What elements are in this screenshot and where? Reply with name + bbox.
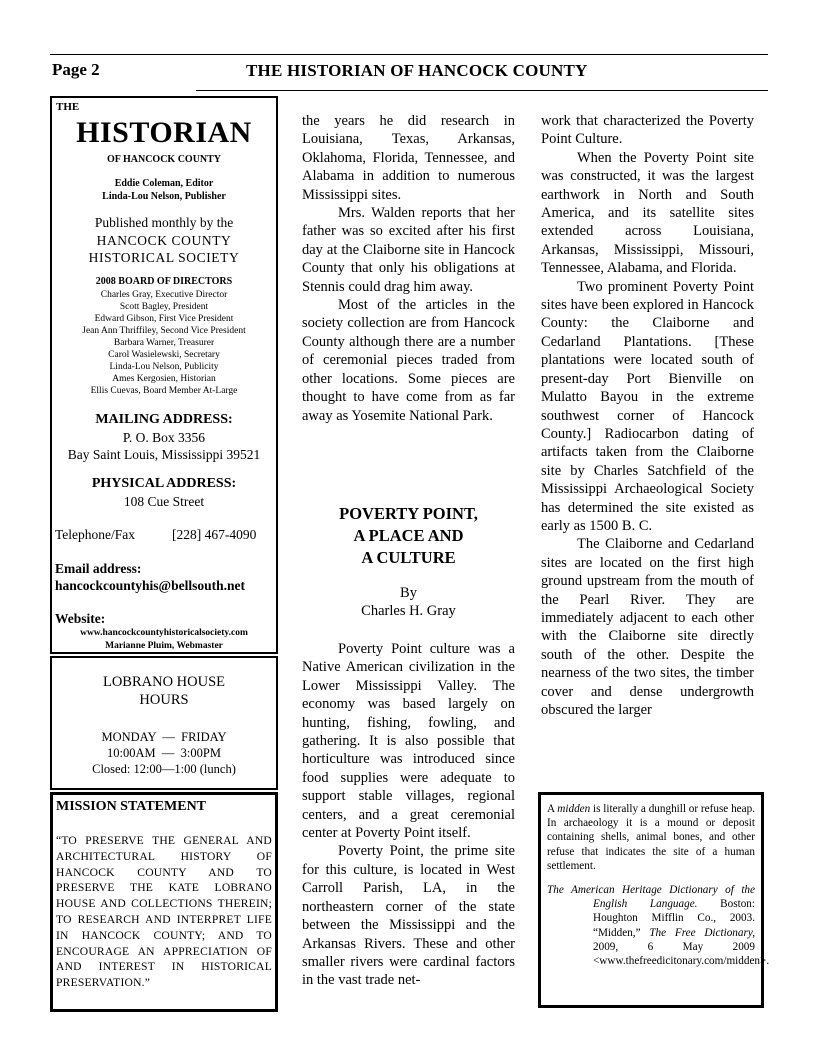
masthead-county: OF HANCOCK COUNTY <box>106 154 222 165</box>
midden-definition: A midden is literally a dunghill or refuse heap. In archaeology it is a mound or deposit containing shells, animal bones, and other refuse that indicates the site of a human settlement. <box>547 803 755 872</box>
paragraph: the years he did research in Louisiana, Texas, Arkansas, Oklahoma, Florida, Tennessee, and Alabama in addition to numerous Mississippi sites. <box>302 113 515 203</box>
board-member: Edward Gibson, First Vice President <box>94 314 234 324</box>
hours-title-2: HOURS <box>139 692 189 708</box>
society-name-2: HISTORICAL SOCIETY <box>88 250 240 265</box>
board-member: Charles Gray, Executive Director <box>100 290 228 300</box>
paragraph: Poverty Point, the prime site for this culture, is located in West Carroll Parish, LA, in the northeastern corner of the state between the Mississippi and the Arkansas Rivers. These and other smaller rivers were cardinal factors in the vast trade net- <box>302 843 515 989</box>
hours-title-1: LOBRANO HOUSE <box>102 674 226 690</box>
mission-statement-box <box>50 792 278 1012</box>
column-2-article-body <box>541 112 754 719</box>
midden-term: midden <box>557 803 591 815</box>
hours-box <box>50 656 278 790</box>
board-list <box>52 289 276 397</box>
board-member: Ames Kergosien, Historian <box>112 374 216 384</box>
article-title-line: POVERTY POINT, <box>339 504 478 523</box>
midden-source: The American Heritage Dictionary of the English Language. Boston: Houghton Mifflin Co., 2003. “Midden,” The Free Dictionary, 2009, 6 May 2009 <www.thefreedicitonary.com/midden>. <box>547 884 770 968</box>
newsletter-header-title: THE HISTORIAN OF HANCOCK COUNTY <box>246 61 588 80</box>
paragraph: Mrs. Walden reports that her father was so excited after his first day at the Claiborne site in Hancock County that only his obligations at Stennis could drag him away. <box>302 205 515 295</box>
column-1-article-body <box>302 640 515 990</box>
phone-label: Telephone/Fax <box>55 527 136 542</box>
phone-number: [228] 467-4090 <box>172 527 257 542</box>
board-member: Jean Ann Thriffiley, Second Vice President <box>82 326 246 336</box>
website-heading: Website: <box>55 611 106 626</box>
paragraph: Two prominent Poverty Point sites have been explored in Hancock County: the Claiborne and Cedarland Plantations. [These plantations were located south of present-day Port Bienville on Mulatto Bayou in the extreme southwest corner of Hancock County.] Radiocarbon dating of artifacts taken from the Claiborne site by Charles Satchfield of the Mississippi Archaeological Society has determined the site existed as early as 1500 B. C. <box>541 278 754 534</box>
mission-heading: MISSION STATEMENT <box>56 799 207 814</box>
masthead-title: HISTORIAN <box>76 116 252 149</box>
mission-text: “TO PRESERVE THE GENERAL AND ARCHITECTURAL HISTORY OF HANCOCK COUNTY AND TO PRESERVE THE KATE LOBRANO HOUSE AND COLLECTIONS THEREIN; TO RESEARCH AND INTERPRET LIFE IN HANCOCK COUNTY; AND TO ENCOURAGE AN APPRECIATION OF AND INTEREST IN HISTORICAL PRESERVATION.” <box>56 834 272 990</box>
hours-days: MONDAY — FRIDAY <box>101 730 227 744</box>
paragraph: The Claiborne and Cedarland sites are located on the first high ground upstream from the mouth of the Pearl River. They are immediately adjacent to each other with the Claiborne site directly south of the other. Despite the nearness of the two sites, the timber cover and dense undergrowth obscured the larger <box>541 536 754 718</box>
byline-by: By <box>400 585 417 601</box>
masthead-editor: Eddie Coleman, Editor <box>114 178 214 189</box>
email-address[interactable]: hancockcountyhis@bellsouth.net <box>55 578 245 593</box>
mailing-heading: MAILING ADDRESS: <box>95 412 233 427</box>
published-by: Published monthly by the <box>94 215 234 230</box>
paragraph: When the Poverty Point site was constructed, it was the largest earthwork in North and South America, and its satellite sites extended across Louisiana, Arkansas, Mississippi, Missouri, Tennessee, Alabama, and Florida. <box>541 149 754 277</box>
board-member: Ellis Cuevas, Board Member At-Large <box>90 386 238 396</box>
hours-closed: Closed: 12:00—1:00 (lunch) <box>92 762 236 776</box>
board-member: Linda-Lou Nelson, Publicity <box>109 362 219 372</box>
paragraph: work that characterized the Poverty Point Culture. <box>541 113 754 148</box>
mailing-line-2: Bay Saint Louis, Mississippi 39521 <box>67 447 261 462</box>
column-1-continued <box>302 112 515 425</box>
paragraph: Poverty Point culture was a Native American civilization in the Lower Mississippi Valley. The economy was based largely on hunting, fishing, fowling, and gathering. It is also possible that horticulture was introduced since food supplies were adequate to support stable villages, regional centers, and a great ceremonial center at Poverty Point itself. <box>302 641 515 842</box>
board-member: Carol Wasielewski, Secretary <box>108 350 220 360</box>
masthead-box <box>50 96 278 654</box>
board-member: Scott Bagley, President <box>119 302 209 312</box>
paragraph: Most of the articles in the society collection are from Hancock County although there are a number of ceremonial pieces traded from other locations. Some pieces are thought to have come from as far away as Yosemite National Park. <box>302 297 515 424</box>
header-top-rule <box>50 54 768 55</box>
byline-author: Charles H. Gray <box>361 603 456 620</box>
article-byline <box>302 584 515 621</box>
article-title-line: A CULTURE <box>361 548 456 567</box>
hours-time: 10:00AM — 3:00PM <box>107 746 221 760</box>
article-title-line: A PLACE AND <box>353 526 464 545</box>
physical-heading: PHYSICAL ADDRESS: <box>91 476 237 491</box>
page-number: Page 2 <box>52 60 100 79</box>
masthead-publisher: Linda-Lou Nelson, Publisher <box>102 191 226 202</box>
website-url[interactable]: www.hancockcountyhistoricalsociety.com <box>80 628 248 638</box>
masthead-the: THE <box>56 101 80 113</box>
board-heading: 2008 BOARD OF DIRECTORS <box>95 276 233 287</box>
article-title <box>302 503 515 569</box>
society-name-1: HANCOCK COUNTY <box>96 233 232 248</box>
email-heading: Email address: <box>55 561 142 576</box>
mailing-line-1: P. O. Box 3356 <box>122 430 206 445</box>
physical-line-1: 108 Cue Street <box>123 494 205 509</box>
midden-definition-box <box>538 792 770 1008</box>
header-bottom-rule <box>196 90 768 91</box>
board-member: Barbara Warner, Treasurer <box>113 338 215 348</box>
webmaster: Marianne Pluim, Webmaster <box>105 641 223 651</box>
